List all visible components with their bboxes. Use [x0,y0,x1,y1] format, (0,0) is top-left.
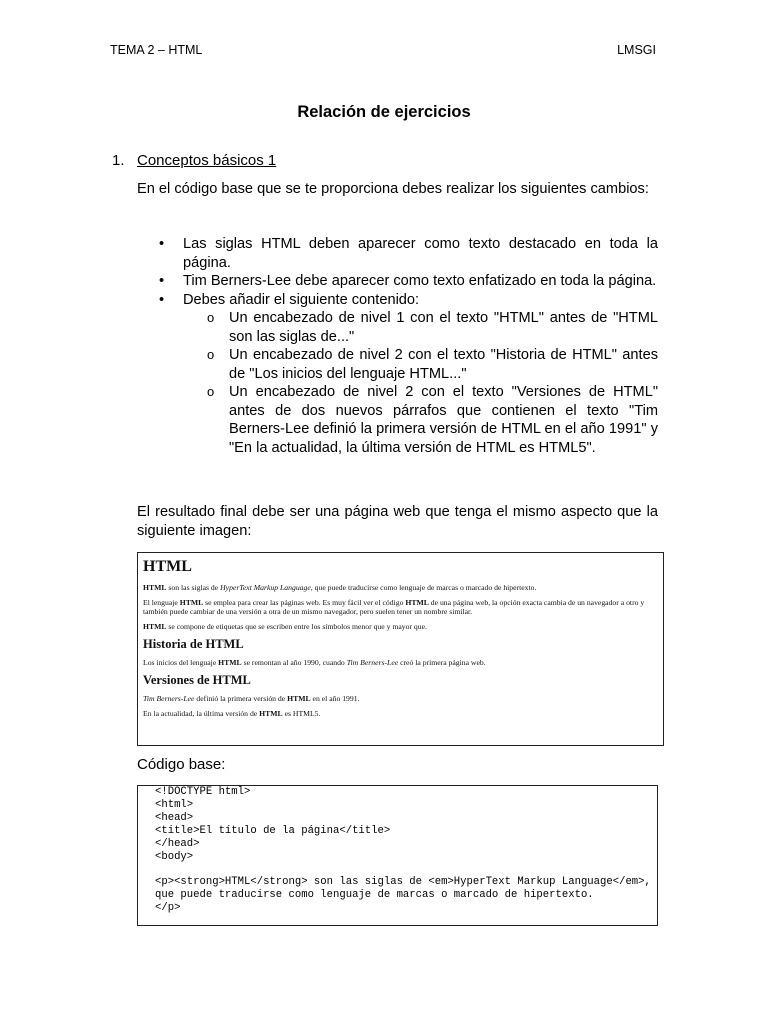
sub-item [137,383,658,457]
header-right: LMSGI [617,43,656,57]
circle-bullet-icon: o [207,310,215,325]
code-line: </head> [155,837,200,850]
code-line: <body> [155,850,194,863]
result-preview-image [137,552,664,746]
bullet-list [137,235,658,457]
preview-h2: Versiones de HTML [143,673,251,687]
bullet-text: Tim Berners-Lee debe aparecer como texto enfatizado en toda la página. [183,273,657,289]
circle-bullet-icon: o [207,384,215,399]
sub-item [137,346,658,383]
bullet-item [137,272,658,291]
code-line: <!DOCTYPE html> [155,786,251,798]
code-line: <p><strong>HTML</strong> son las siglas de <em>HyperText Markup Language</em>, [155,876,651,889]
sub-item [137,309,658,346]
sub-item-text: Un encabezado de nivel 2 con el texto "Versiones de HTML" antes de dos nuevos párrafos que contienen el texto "Tim Berners-Lee definió la primera versión de HTML en el año 1991" y "En la actualidad, la última versión de HTML es HTML5". [229,384,658,456]
preview-paragraph: HTML se compone de etiquetas que se escriben entre los símbolos menor que y mayor que. [143,622,427,631]
bullet-item [137,235,658,272]
bullet-text: Debes añadir el siguiente contenido: [183,291,420,308]
preview-paragraph: El lenguaje HTML se emplea para crear las páginas web. Es muy fácil ver el código HTML de una página web, la opción exacta cambia de un navegador a otro y también puede cambiar de una versión a otra de un mismo navegador, pero suelen tener un nombre similar. [143,598,645,616]
preview-h1: HTML [143,558,192,575]
section-heading [112,152,276,169]
preview-h2: Historia de HTML [143,637,244,651]
header-left: TEMA 2 – HTML [110,43,203,57]
section-label: Conceptos básicos 1 [137,152,277,169]
code-line: </p> [155,902,181,915]
code-line: <head> [155,811,194,824]
bullet-icon: • [159,291,165,308]
sub-list [137,309,658,457]
preview-paragraph: Los inicios del lenguaje HTML se remontan al año 1990, cuando Tim Berners-Lee creó la primera página web. [143,658,486,667]
section-number: 1. [112,152,125,169]
code-line: que puede traducirse como lenguaje de marcas o marcado de hipertexto. [155,889,594,902]
preview-paragraph: En la actualidad, la última versión de HTML es HTML5. [143,709,321,718]
code-line: <html> [155,798,194,811]
code-block [137,785,658,926]
bullet-item [137,291,658,310]
sub-item-text: Un encabezado de nivel 2 con el texto "Historia de HTML" antes de "Los inicios del lenguaje HTML..." [229,347,658,382]
code-label: Código base: [137,756,226,773]
bullet-icon: • [159,236,165,252]
bullet-text: Las siglas HTML deben aparecer como texto destacado en toda la página. [183,236,658,271]
document-title: Relación de ejercicios [297,103,471,121]
result-description-paragraph: El resultado final debe ser una página web que tenga el mismo aspecto que la siguiente imagen: [137,504,658,539]
preview-paragraph: Tim Berners-Lee definió la primera versión de HTML en el año 1991. [143,694,360,703]
code-line: <title>El título de la página</title> [155,824,391,837]
sub-item-text: Un encabezado de nivel 1 con el texto "HTML" antes de "HTML son las siglas de..." [229,310,658,345]
instructions-paragraph: En el código base que se te proporciona debes realizar los siguientes cambios: [137,181,649,197]
preview-paragraph: HTML son las siglas de HyperText Markup Language, que puede traducirse como lenguaje de marcas o marcado de hipertexto. [143,583,537,592]
circle-bullet-icon: o [207,347,215,362]
bullet-icon: • [159,273,165,289]
code-line [155,863,657,876]
